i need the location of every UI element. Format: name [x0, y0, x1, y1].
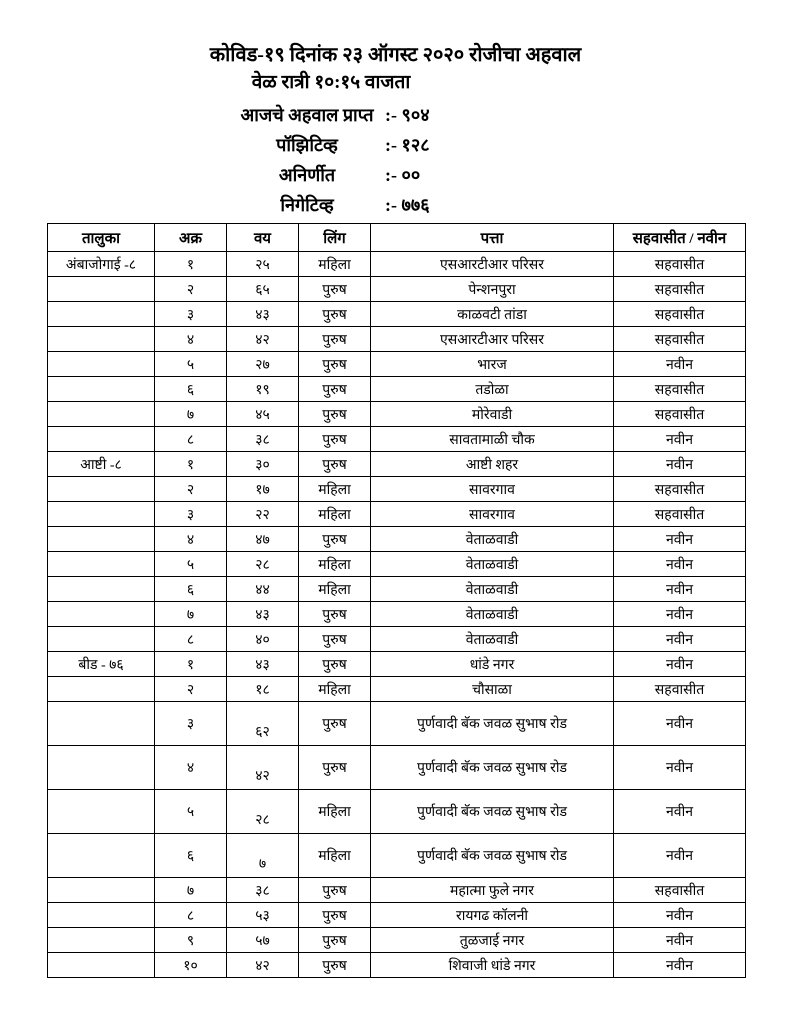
cell-status: नवीन [614, 953, 746, 978]
cell-age: २२ [227, 502, 299, 527]
cell-age: ३८ [227, 427, 299, 452]
summary-value: :- ०० [385, 165, 421, 185]
cell-age: ४२ [227, 746, 299, 790]
report-title: कोविड-१९ दिनांक २३ ऑगस्ट २०२० रोजीचा अहवाल [209, 44, 582, 66]
cell-sr: २ [155, 477, 227, 502]
table-row [48, 790, 746, 834]
table-row [48, 577, 746, 602]
cell-address: काळवटी तांडा [371, 302, 614, 327]
column-header: वय [227, 224, 299, 252]
cell-status: नवीन [614, 527, 746, 552]
column-header: सहवासीत / नवीन [614, 224, 746, 252]
table-row [48, 277, 746, 302]
cell-sr: १० [155, 953, 227, 978]
summary-block [0, 100, 791, 220]
cell-sr: ८ [155, 903, 227, 928]
cell-status: सहवासीत [614, 252, 746, 277]
cell-taluka [48, 790, 155, 834]
cell-gender: पुरुष [299, 352, 371, 377]
column-header: अक्र [155, 224, 227, 252]
cell-gender: महिला [299, 790, 371, 834]
cell-status: नवीन [614, 652, 746, 677]
cell-gender: पुरुष [299, 427, 371, 452]
table-row [48, 402, 746, 427]
summary-row [0, 100, 791, 130]
cell-sr: ८ [155, 427, 227, 452]
cell-status: नवीन [614, 834, 746, 878]
cell-gender: पुरुष [299, 903, 371, 928]
table-row [48, 352, 746, 377]
cell-taluka [48, 928, 155, 953]
table-row [48, 477, 746, 502]
table-row [48, 627, 746, 652]
cell-gender: पुरुष [299, 702, 371, 746]
cell-taluka [48, 746, 155, 790]
cell-taluka [48, 377, 155, 402]
cell-age: ३८ [227, 878, 299, 903]
cell-sr: ४ [155, 746, 227, 790]
table-row [48, 953, 746, 978]
cell-address: शिवाजी धांडे नगर [371, 953, 614, 978]
cell-taluka [48, 953, 155, 978]
cell-sr: २ [155, 277, 227, 302]
cell-address: तुळजाई नगर [371, 928, 614, 953]
cell-gender: पुरुष [299, 953, 371, 978]
cell-status: नवीन [614, 627, 746, 652]
cell-gender: महिला [299, 552, 371, 577]
cell-address: पुर्णवादी बॅक जवळ सुभाष रोड [371, 790, 614, 834]
cell-address: महात्मा फुले नगर [371, 878, 614, 903]
table-row [48, 928, 746, 953]
cell-age: ४० [227, 627, 299, 652]
cell-taluka [48, 527, 155, 552]
table-row [48, 552, 746, 577]
cell-age: ७ [227, 834, 299, 878]
summary-row [0, 160, 791, 190]
cell-sr: ३ [155, 302, 227, 327]
cell-sr: २ [155, 677, 227, 702]
table-row [48, 652, 746, 677]
cell-age: ६२ [227, 702, 299, 746]
cell-sr: ७ [155, 602, 227, 627]
cell-age: ५३ [227, 903, 299, 928]
cell-gender: महिला [299, 502, 371, 527]
cell-taluka [48, 627, 155, 652]
cell-address: रायगढ कॉलनी [371, 903, 614, 928]
cell-address: चौसाळा [371, 677, 614, 702]
summary-row [0, 130, 791, 160]
cell-taluka [48, 277, 155, 302]
cell-age: २८ [227, 552, 299, 577]
cell-address: भारज [371, 352, 614, 377]
table-row [48, 527, 746, 552]
cell-sr: ५ [155, 352, 227, 377]
table-row [48, 252, 746, 277]
summary-label: आजचे अहवाल प्राप्त [240, 105, 374, 125]
cell-sr: ७ [155, 402, 227, 427]
cell-age: १७ [227, 477, 299, 502]
cell-status: सहवासीत [614, 302, 746, 327]
cell-status: सहवासीत [614, 878, 746, 903]
cell-status: सहवासीत [614, 502, 746, 527]
cell-taluka [48, 352, 155, 377]
cell-gender: पुरुष [299, 327, 371, 352]
cell-address: वेताळवाडी [371, 627, 614, 652]
cell-gender: पुरुष [299, 402, 371, 427]
summary-row [0, 190, 791, 220]
cell-taluka [48, 552, 155, 577]
cell-taluka: आष्टी -८ [48, 452, 155, 477]
cell-taluka [48, 577, 155, 602]
cell-taluka [48, 903, 155, 928]
cell-sr: १ [155, 452, 227, 477]
cell-age: ४२ [227, 953, 299, 978]
cell-age: २८ [227, 790, 299, 834]
cell-status: सहवासीत [614, 277, 746, 302]
cell-gender: पुरुष [299, 277, 371, 302]
cell-gender: पुरुष [299, 602, 371, 627]
summary-label: अनिर्णीत [278, 165, 336, 185]
cell-sr: ८ [155, 627, 227, 652]
cell-status: नवीन [614, 790, 746, 834]
cell-sr: ६ [155, 834, 227, 878]
cell-status: सहवासीत [614, 477, 746, 502]
cell-address: सावरगाव [371, 477, 614, 502]
table-row [48, 903, 746, 928]
cell-sr: ३ [155, 502, 227, 527]
cell-address: एसआरटीआर परिसर [371, 252, 614, 277]
cell-sr: ५ [155, 552, 227, 577]
cell-address: तडोळा [371, 377, 614, 402]
cell-gender: पुरुष [299, 302, 371, 327]
table-row [48, 452, 746, 477]
cell-status: नवीन [614, 928, 746, 953]
cell-taluka [48, 402, 155, 427]
cell-taluka [48, 502, 155, 527]
cell-status: नवीन [614, 577, 746, 602]
cell-address: सावरगाव [371, 502, 614, 527]
cell-taluka [48, 327, 155, 352]
table-header-row [48, 224, 746, 252]
table-row [48, 878, 746, 903]
cell-gender: पुरुष [299, 452, 371, 477]
cell-age: ४३ [227, 602, 299, 627]
cell-gender: पुरुष [299, 527, 371, 552]
column-header: तालुका [48, 224, 155, 252]
cell-gender: पुरुष [299, 377, 371, 402]
cell-sr: ९ [155, 928, 227, 953]
cell-status: नवीन [614, 452, 746, 477]
cell-address: वेताळवाडी [371, 527, 614, 552]
cell-status: सहवासीत [614, 677, 746, 702]
cell-status: सहवासीत [614, 327, 746, 352]
cell-status: नवीन [614, 903, 746, 928]
cell-status: नवीन [614, 552, 746, 577]
cell-sr: ६ [155, 577, 227, 602]
cell-age: ४२ [227, 327, 299, 352]
cell-sr: ४ [155, 327, 227, 352]
cell-age: ५७ [227, 928, 299, 953]
cell-taluka [48, 477, 155, 502]
summary-label: पॉझिटिव्ह [276, 135, 338, 155]
cell-status: नवीन [614, 352, 746, 377]
cell-age: १९ [227, 377, 299, 402]
cell-status: सहवासीत [614, 377, 746, 402]
cell-address: सावतामाळी चौक [371, 427, 614, 452]
cell-taluka [48, 702, 155, 746]
cell-taluka [48, 834, 155, 878]
cell-gender: महिला [299, 577, 371, 602]
cell-sr: १ [155, 652, 227, 677]
cell-status: सहवासीत [614, 402, 746, 427]
summary-label: निगेटिव्ह [280, 195, 334, 215]
table-row [48, 327, 746, 352]
cell-sr: ३ [155, 702, 227, 746]
column-header: पत्ता [371, 224, 614, 252]
cell-age: ४४ [227, 577, 299, 602]
cell-gender: महिला [299, 834, 371, 878]
cell-age: ४७ [227, 527, 299, 552]
cell-sr: १ [155, 252, 227, 277]
cell-gender: महिला [299, 477, 371, 502]
cell-age: ४३ [227, 302, 299, 327]
table-row [48, 302, 746, 327]
cell-gender: पुरुष [299, 928, 371, 953]
cell-sr: ७ [155, 878, 227, 903]
cell-taluka: बीड - ७६ [48, 652, 155, 677]
cell-address: मोरेवाडी [371, 402, 614, 427]
cell-gender: पुरुष [299, 627, 371, 652]
summary-value: :- ९०४ [385, 105, 430, 125]
cell-status: नवीन [614, 427, 746, 452]
cell-gender: महिला [299, 252, 371, 277]
cell-status: नवीन [614, 746, 746, 790]
cell-address: पुर्णवादी बॅक जवळ सुभाष रोड [371, 702, 614, 746]
covid-cases-table [47, 223, 746, 978]
cell-gender: पुरुष [299, 878, 371, 903]
table-row [48, 602, 746, 627]
cell-age: ६५ [227, 277, 299, 302]
cell-age: १८ [227, 677, 299, 702]
table-row [48, 502, 746, 527]
cell-address: एसआरटीआर परिसर [371, 327, 614, 352]
cell-age: २७ [227, 352, 299, 377]
cell-sr: ४ [155, 527, 227, 552]
table-row [48, 377, 746, 402]
cell-taluka [48, 602, 155, 627]
report-time: वेळ रात्री १०:१५ वाजता [251, 72, 411, 93]
summary-value: :- १२८ [385, 135, 430, 155]
cell-address: आष्टी शहर [371, 452, 614, 477]
cell-address: धांडे नगर [371, 652, 614, 677]
cell-gender: महिला [299, 677, 371, 702]
cell-address: पेन्शनपुरा [371, 277, 614, 302]
table-row [48, 746, 746, 790]
cell-taluka [48, 677, 155, 702]
cell-sr: ६ [155, 377, 227, 402]
cell-taluka [48, 427, 155, 452]
cell-gender: पुरुष [299, 652, 371, 677]
cell-taluka: अंबाजोगाई -८ [48, 252, 155, 277]
cell-age: ४५ [227, 402, 299, 427]
cell-age: ४३ [227, 652, 299, 677]
cell-taluka [48, 302, 155, 327]
cell-age: ३० [227, 452, 299, 477]
table-row [48, 834, 746, 878]
cell-address: वेताळवाडी [371, 602, 614, 627]
cell-status: नवीन [614, 602, 746, 627]
table-row [48, 427, 746, 452]
cell-address: वेताळवाडी [371, 577, 614, 602]
cell-address: पुर्णवादी बॅक जवळ सुभाष रोड [371, 746, 614, 790]
cell-address: पुर्णवादी बॅक जवळ सुभाष रोड [371, 834, 614, 878]
table-row [48, 702, 746, 746]
cell-taluka [48, 878, 155, 903]
cell-address: वेताळवाडी [371, 552, 614, 577]
column-header: लिंग [299, 224, 371, 252]
cell-age: २५ [227, 252, 299, 277]
cell-sr: ५ [155, 790, 227, 834]
table-row [48, 677, 746, 702]
cell-status: नवीन [614, 702, 746, 746]
summary-value: :- ७७६ [385, 195, 430, 215]
cell-gender: पुरुष [299, 746, 371, 790]
